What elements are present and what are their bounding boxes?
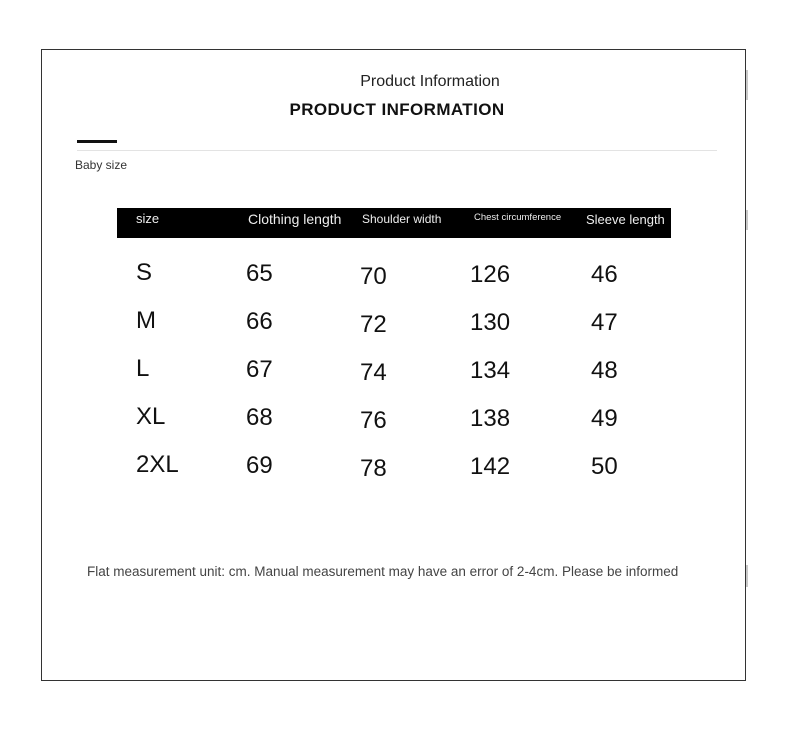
cell-shoulder-width: 76 xyxy=(360,407,387,434)
cell-sleeve-length: 46 xyxy=(591,261,618,288)
cell-shoulder-width: 70 xyxy=(360,263,387,290)
page-title-small: Product Information xyxy=(360,73,500,90)
edge-mark xyxy=(746,565,748,587)
accent-bar xyxy=(77,140,117,143)
cell-chest-circumference: 134 xyxy=(470,357,511,384)
column-header-shoulder-width: Shoulder width xyxy=(362,212,442,226)
table-row xyxy=(0,355,790,395)
table-row xyxy=(0,307,790,347)
cell-sleeve-length: 49 xyxy=(591,405,618,432)
cell-shoulder-width: 72 xyxy=(360,311,387,338)
cell-shoulder-width: 78 xyxy=(360,455,387,482)
cell-sleeve-length: 50 xyxy=(591,453,618,480)
cell-sleeve-length: 48 xyxy=(591,357,618,384)
table-row xyxy=(0,451,790,491)
cell-size: XL xyxy=(136,403,166,430)
column-header-size: size xyxy=(136,211,160,226)
edge-mark xyxy=(746,210,748,230)
table-row xyxy=(0,403,790,443)
divider xyxy=(77,150,717,151)
cell-chest-circumference: 130 xyxy=(470,309,511,336)
cell-clothing-length: 65 xyxy=(246,260,273,287)
table-row xyxy=(0,259,790,299)
cell-size: S xyxy=(136,259,153,286)
cell-clothing-length: 67 xyxy=(246,356,273,383)
section-subtitle: Baby size xyxy=(75,158,128,172)
cell-size: L xyxy=(136,355,150,382)
cell-sleeve-length: 47 xyxy=(591,309,618,336)
page-title-large: PRODUCT INFORMATION xyxy=(289,100,505,119)
cell-chest-circumference: 142 xyxy=(470,453,511,480)
size-table-header xyxy=(117,208,671,238)
cell-shoulder-width: 74 xyxy=(360,359,387,386)
column-header-chest-circumference: Chest circumference xyxy=(474,212,562,223)
cell-clothing-length: 68 xyxy=(246,404,273,431)
cell-size: 2XL xyxy=(136,451,179,478)
cell-clothing-length: 66 xyxy=(246,308,273,335)
cell-clothing-length: 69 xyxy=(246,452,273,479)
measurement-note: Flat measurement unit: cm. Manual measurement may have an error of 2-4cm. Please be informed xyxy=(87,564,679,579)
cell-chest-circumference: 126 xyxy=(470,261,511,288)
column-header-sleeve-length: Sleeve length xyxy=(586,212,665,227)
cell-chest-circumference: 138 xyxy=(470,405,511,432)
column-header-clothing-length: Clothing length xyxy=(248,211,342,227)
cell-size: M xyxy=(136,307,156,334)
